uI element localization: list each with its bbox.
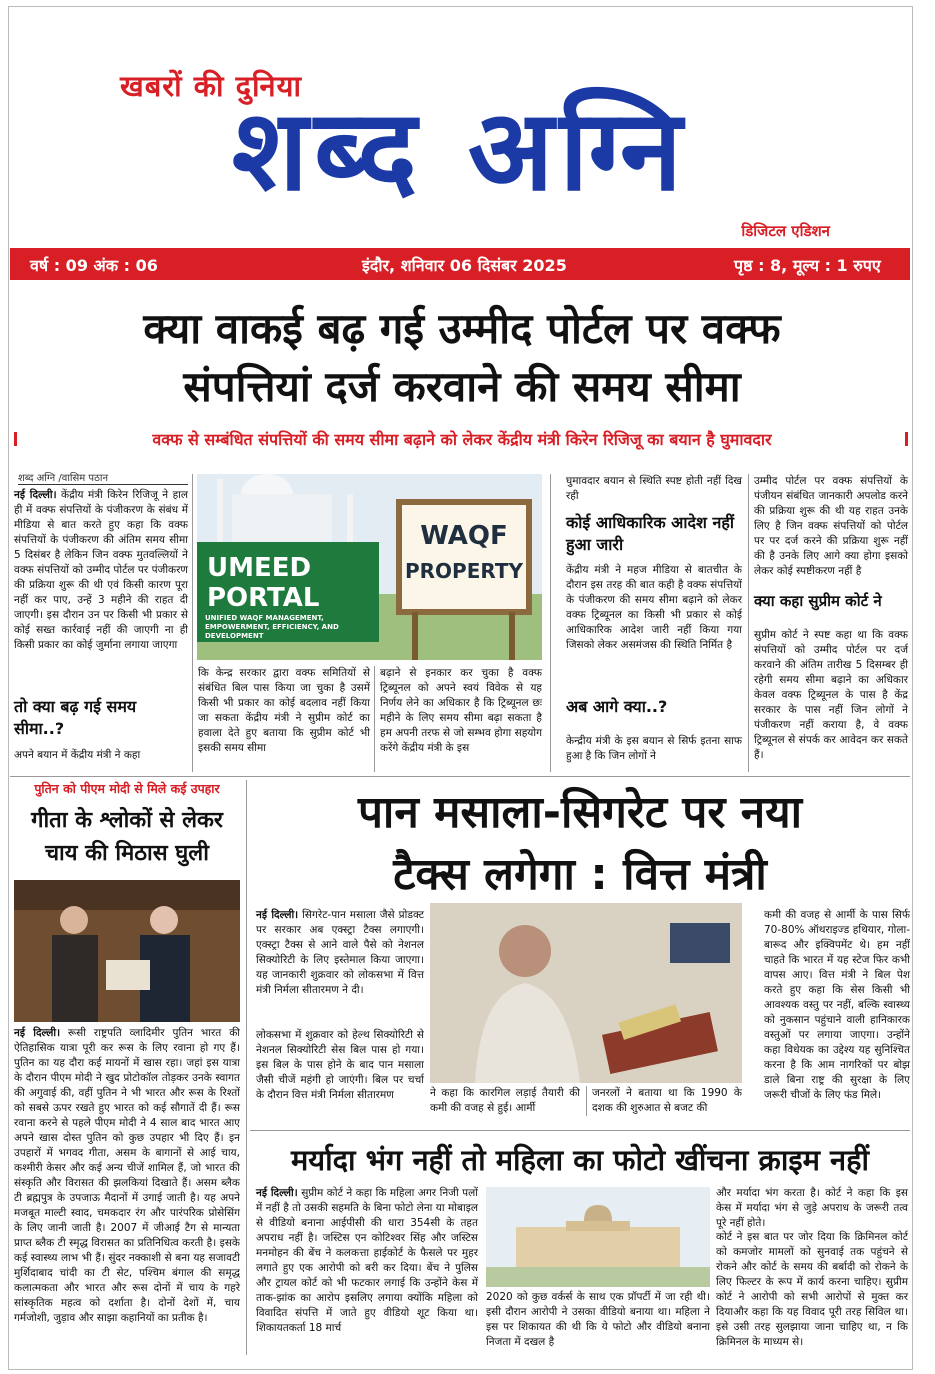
story3-col1-text: सिगरेट-पान मसाला जैसे प्रोडक्ट पर सरकार अब एक्स्ट्रा टैक्स लगाएगी। एक्स्ट्रा टैक्स से आने वाले पैसे को नेशनल सिक्योरिटी के लिए इस्तेमाल किया जाएगा। यह जानकारी शुक्रवार को लोकसभा में वित्त मंत्री निर्मला सीतारमण ने दी। [256, 909, 424, 996]
section-divider [10, 776, 910, 777]
story2-body [14, 1026, 240, 1326]
story4-col1-text: सुप्रीम कोर्ट ने कहा कि महिला अगर निजी पलों में नहीं है तो उसकी सहमति के बिना फोटो लेना या मोबाइल से वीडियो बनाना आईपीसी की धारा 354सी के तहत अपराध नहीं है। जस्टिस एन कोटिश्वर सिंह और जस्टिस मनमोहन की बेंच ने कलकत्ता हाईकोर्ट के फैसले पर मुहर लगाते हुए एक आरोपी को बरी कर दिया। बेंच ने पुलिस और ट्रायल कोर्ट को भी फटकार लगाई कि उन्होंने केस में ताक-झांक का आरोप इसलिए लगाया क्योंकि महिला को विवादित संपत्ति में जाते हुए वीडियो शूट किया था। शिकायतकर्ता 18 मार्च [256, 1187, 478, 1334]
story2-text: रूसी राष्ट्रपति व्लादिमीर पुतिन भारत की ऐतिहासिक यात्रा पूरी कर रूस के लिए रवाना हो गए हैं। पुतिन का यह दौरा कई मायनों में खास रहा। जहां इस यात्रा के दौरान पीएम मोदी ने खुद प्रोटोकॉल तोड़कर उनके स्वागत की अगुवाई की, वहीं पुतिन ने भी भारत और रूस के रिश्तों को सबसे ऊपर रखते हुए भारत को कई सौगातें दी हैं। रूस रवाना करने से पहले पीएम मोदी ने 4 साल बाद भारत आए अपने खास दोस्त पुतिन को कुछ उपहार भी दिए हैं। इन उपहारों में भगवद गीता, असम के बागानों से आई चाय, कश्मीरी केसर और कई अन्य चीजें शामिल हैं, जो भारत की संस्कृति और विरासत की झलकियां दिखाते हैं। असम ब्लैक टी ब्रह्मपुत्र के उपजाऊ मैदानों में उगाई जाती है। यह अपने मजबूत माल्टी स्वाद, चमकदार रंग और पारंपरिक प्रोसेसिंग के लिए जानी जाती है। 2007 में जीआई टैग से मान्यता प्राप्त ब्लैक टी स्मृद्ध विरासत का प्रतिनिधित्व करती है। इसके कई स्वास्थ्य लाभ भी हैं। सुंदर नक्काशी से बना यह सजावटी मुर्शिदाबाद चांदी का टी सेट, पश्चिम बंगाल की समृद्ध कलात्मकता और भारत और रूस दोनों में चाय के गहरे सांस्कृतिक महत्व को दर्शाता है। दोनों देशों में, चाय गर्मजोशी, जुड़ाव और साझा कहानियों का प्रतीक है। [14, 1027, 240, 1324]
story3-caption-left: ने कहा कि कारगिल लड़ाई तैयारी की कमी की वजह से हुई। आर्मी [430, 1087, 580, 1114]
story4-column1 [256, 1186, 478, 1336]
story4-city: नई दिल्ली। [256, 1187, 298, 1199]
portal-title-2: PORTAL [207, 583, 320, 613]
story1-subhead-1: तो क्या बढ़ गई समय सीमा..? [14, 697, 137, 738]
column-rule [550, 474, 551, 772]
lead-headline-line2: संपत्तियां दर्ज करवाने की समय सीमा [183, 362, 741, 411]
column-rule [192, 474, 193, 772]
modi-putin-photo [14, 880, 240, 1022]
photo-illustration [486, 1187, 710, 1287]
finance-minister-photo [430, 903, 742, 1083]
story1-col1-text2: अपने बयान में केंद्रीय मंत्री ने कहा [14, 749, 141, 761]
story1-column5-bottom: सुप्रीम कोर्ट ने स्पष्ट कहा था कि वक्फ संपत्तियों को उम्मीद पोर्टल पर दर्ज करवाने की अंतिम तारीख 5 दिसम्बर ही रहेगी समय सीमा बढ़ाने का अधिकार केवल वक्फ ट्रिब्यूनल के पास है केंद्र सरकार के पास नहीं जिन लोगों ने पंजीकरण नहीं कराया है, वे वक्फ ट्रिब्यूनल से संपर्क कर आवेदन कर सकते हैं। [754, 629, 908, 761]
story3-headline-line1: पान मसाला-सिगरेट पर नया [357, 787, 803, 838]
lead-headline [14, 300, 910, 416]
story1-subhead-3: अब आगे क्या..? [566, 697, 668, 716]
photo-illustration [430, 903, 742, 1083]
umeed-portal-image [197, 474, 542, 660]
story4-headline: मर्यादा भंग नहीं तो महिला का फोटो खींचना क्राइम नहीं [290, 1143, 870, 1177]
story4-column3-cont: कोर्ट ने इस बात पर जोर दिया कि क्रिमिनल कोर्ट को कमजोर मामलों को सुनवाई तक पहुंचने से रोकने और कोर्ट के समय की बर्बादी को रोकने के लिए फिल्टर के रूप में कार्य करना चाहिए। सुप्रीम कोर्ट ने आरोपी को सभी आरोपों से मुक्त कर दियाऔर कहा कि यह विवाद पूरी तरह सिविल था। इसे उसी तरह सुलझाया जाना चाहिए था, न कि क्रिमिनल के माध्यम से। [716, 1231, 908, 1348]
story1-subhead-4: क्या कहा सुप्रीम कोर्ट ने [754, 592, 882, 610]
story2-headline: गीता के श्लोकों से लेकर चाय की मिठास घुली [31, 808, 223, 866]
waqf-sign-line2: PROPERTY [404, 559, 524, 583]
dateline-date: इंदौर, शनिवार 06 दिसंबर 2025 [362, 256, 567, 275]
portal-illustration [197, 474, 542, 660]
dateline-bar [10, 248, 910, 280]
masthead-title: शब्द अग्नि [231, 86, 689, 216]
edition-label: डिजिटल एडिशन [741, 222, 830, 240]
byline: शब्द अग्नि /वासिम पठान [18, 470, 188, 485]
story3-headline [250, 782, 910, 906]
story1-column1 [14, 488, 188, 653]
column-rule [374, 666, 375, 772]
story1-column2: कि केन्द्र सरकार द्वारा वक्फ समितियों से संबंधित बिल पास किया जा चुका है उसमें किसी भी प्रकार का कोई बदलाव नहीं किया जा सकता केंद्रीय मंत्री ने सुप्रीम कोर्ट का हवाला देते हुए बताया कि सुप्रीम कोर्ट भी इसकी समय सीमा [198, 667, 370, 754]
issue-number: वर्ष : 09 अंक : 06 [30, 256, 158, 275]
lead-subheadline: वक्फ से सम्बंधित संपत्तियों की समय सीमा बढ़ाने को लेकर केंद्रीय मंत्री किरेन रिजिजू का बयान है घुमावदार [152, 430, 772, 449]
subhead-marker-right [905, 432, 908, 446]
story2-city: नई दिल्ली। [14, 1027, 61, 1039]
dateline-city: नई दिल्ली। [14, 489, 57, 501]
story3-caption-right: जनरलों ने बताया था कि 1990 के दशक की शुरुआत से बजट की [592, 1087, 742, 1114]
photo-illustration [14, 880, 240, 1022]
page-price: पृष्ठ : 8, मूल्य : 1 रुपए [734, 256, 881, 275]
column-rule [748, 474, 749, 772]
story3-headline-line2: टैक्स लगेगा : वित्त मंत्री [393, 849, 767, 900]
portal-tagline: UNIFIED WAQF MANAGEMENT, EMPOWERMENT, EFFICIENCY, AND DEVELOPMENT [205, 614, 339, 640]
story3-column3: कमी की वजह से आर्मी के पास सिर्फ 70-80% ऑथराइज्ड हथियार, गोला-बारूद और इक्विपमेंट थे। हम नहीं चाहते कि भारत में यह स्टेज फिर कभी वापस आए। वित्त मंत्री ने बिल पेश करते हुए कहा कि सेस किसी भी आवश्यक वस्तु पर नहीं, बल्कि स्वास्थ्य को नुकसान पहुंचाने वाली हानिकारक वस्तुओं पर लगाया जाएगा। उन्होंने कहा विधेयक का उद्देश्य यह सुनिश्चित करना है कि आम नागरिकों पर बोझ डाले बिना राष्ट्र की सुरक्षा के लिए जरूरी चीजों के लिए फंड मिले। [764, 909, 910, 1101]
story2-kicker: पुतिन को पीएम मोदी से मिले कई उपहार [34, 781, 220, 796]
story3-city: नई दिल्ली। [256, 909, 299, 921]
supreme-court-photo [486, 1187, 710, 1287]
story1-col1-text: केंद्रीय मंत्री किरेन रिजिजू ने हाल ही में वक्फ संपत्तियों के पंजीकरण के संबंध में मीडिया से बात करते हुए कहा कि वक्फ संपत्तियों के पंजीकरण की अंतिम समय सीमा 5 दिसंबर है लेकिन जिन वक्फ मुतवल्लियों ने वक्फ संपत्तियों को उम्मीद पोर्टल पर पंजीकरण की प्रक्रिया शुरू की थी एवं किसी कारण पूरा नहीं कर पाए, उन्हें 3 महीने की राहत दी जाएगी। इस दौरान उन पर किसी भी प्रकार से कोई सख्त कार्रवाई नहीं की जाएगी ना ही किसी प्रकार का कोई जुर्माना लगाया जाएगा [14, 489, 188, 651]
story1-column3: बढ़ाने से इनकार कर चुका है वक्फ ट्रिब्यूनल को अपने स्वयं विवेक से यह निर्णय लेने का अधिकार है कि ट्रिब्यूनल छः महीने के लिए समय सीमा बढ़ा सकता है हम अपनी तरफ से जो सम्भव होगा सहयोग करेंगे केंद्रीय मंत्री के इस [380, 667, 542, 754]
section-divider [250, 1130, 910, 1131]
waqf-sign-line1: WAQF [420, 521, 508, 551]
story1-column4-top: घुमावदार बयान से स्थिति स्पष्ट होती नहीं दिख रही [566, 475, 742, 502]
story1-column4-mid: केंद्रीय मंत्री ने महज मीडिया से बातचीत के दौरान इस तरह की बात कही है वक्फ संपत्तियों के पंजीकरण की समय सीमा बढ़ाने को लेकर वक्फ ट्रिब्यूनल का किसी भी प्रकार से कोई आधिकारिक आदेश जारी नहीं किया गया जिसको लेकर असमंजस की स्थिति निर्मित है [566, 564, 742, 651]
story3-column1-cont: लोकसभा में शुक्रवार को हेल्थ सिक्योरिटी से नेशनल सिक्योरिटी सेस बिल पास हो गया। इस बिल के पास होने के बाद पान मसाला जैसी चीजें महंगी हो जाएंगी। बिल पर चर्चा के दौरान वित्त मंत्री निर्मला सीतारमण [256, 1029, 424, 1101]
story1-column4-bottom: केन्द्रीय मंत्री के इस बयान से सिर्फ इतना साफ हुआ है कि जिन लोगों ने [566, 735, 742, 762]
column-rule [246, 780, 247, 1355]
lead-headline-line1: क्या वाकई बढ़ गई उम्मीद पोर्टल पर वक्फ [143, 304, 781, 353]
story4-column3: और मर्यादा भंग करता है। कोर्ट ने कहा कि इस केस में मर्यादा भंग से जुड़े अपराध के जरूरी तत्व पूरे नहीं होते। [716, 1187, 908, 1229]
story1-column5-top: उम्मीद पोर्टल पर वक्फ संपत्तियों के पंजीयन संबंधित जानकारी अपलोड करने की प्रक्रिया शुरू की थी यह राहत उनके लिए है जिन वक्फ संपत्तियों को पोर्टल पर पर दर्ज करने की प्रक्रिया शुरू नहीं की है उनके लिए आगे क्या होगा इसको लेकर कोई स्पष्टीकरण नहीं है [754, 475, 908, 577]
story3-column1 [256, 908, 424, 998]
column-rule [586, 1086, 587, 1116]
masthead-tagline: खबरों की दुनिया [120, 69, 302, 103]
portal-title-1: UMEED [207, 553, 312, 583]
story4-column2: 2020 को कुछ वर्कर्स के साथ एक प्रॉपर्टी में जा रही थी। इसी दौरान आरोपी ने उसका वीडियो बनाया था। महिला ने इस पर शिकायत की थी कि ये फोटो और वीडियो बनाना निजता में दखल है [486, 1291, 710, 1348]
story1-subhead-2: कोई आधिकारिक आदेश नहीं हुआ जारी [566, 513, 734, 554]
